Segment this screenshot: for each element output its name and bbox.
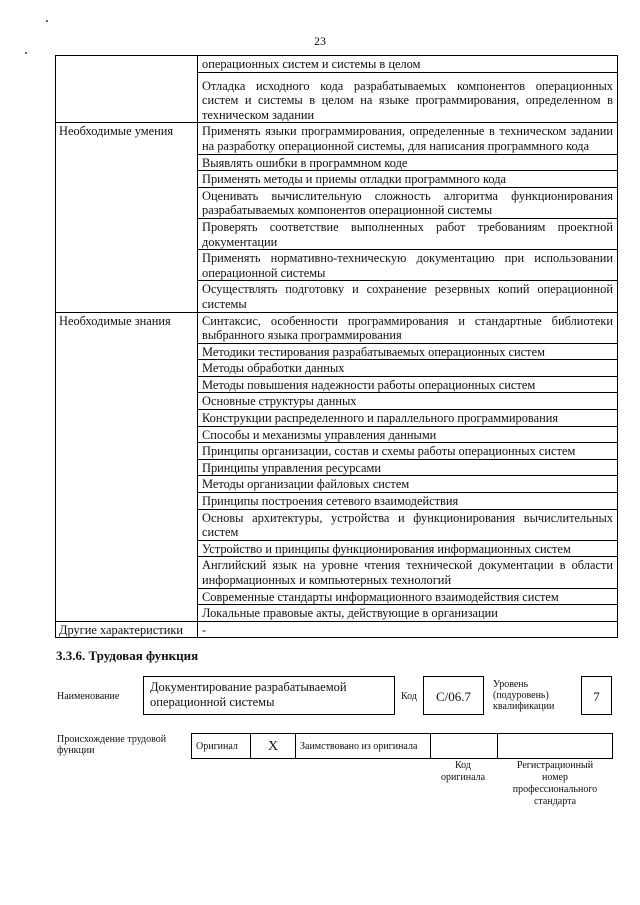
scan-speck xyxy=(25,52,27,54)
table-cell: Английский язык на уровне чтения технической документации в области информационных и компьютерных технологий xyxy=(198,557,618,588)
table-cell: Основы архитектуры, устройства и функционирования вычислительных систем xyxy=(198,509,618,540)
table-cell: Конструкции распределенного и параллельного программирования xyxy=(198,410,618,427)
table-cell: операционных систем и системы в целом xyxy=(198,56,618,73)
function-name-box: Документирование разрабатываемой операционной системы xyxy=(143,676,395,715)
section-title: 3.3.6. Трудовая функция xyxy=(56,648,199,663)
table-cell: - xyxy=(198,621,618,638)
registration-number-cell xyxy=(498,734,613,759)
origin-table xyxy=(191,733,613,759)
name-label: Наименование xyxy=(57,691,120,702)
table-cell: Синтаксис, особенности программирования и стандартные библиотеки выбранного языка программирования xyxy=(198,312,618,343)
table-cell: Оценивать вычислительную сложность алгоритма функционирования разрабатываемых компонентов операционной системы xyxy=(198,187,618,218)
table-row xyxy=(56,56,618,73)
original-code-cell xyxy=(431,734,498,759)
table-row xyxy=(56,123,618,154)
function-code-box: C/06.7 xyxy=(423,676,484,715)
original-cell: Оригинал xyxy=(192,734,251,759)
competency-table xyxy=(55,55,618,638)
table-cell: Устройство и принципы функционирования информационных систем xyxy=(198,540,618,557)
row-category-label: Другие характеристики xyxy=(56,621,198,638)
table-cell: Проверять соответствие выполненных работ требованиям проектной документации xyxy=(198,218,618,249)
table-row xyxy=(56,312,618,343)
row-category-label: Необходимые умения xyxy=(56,123,198,312)
table-cell: Применять нормативно-техническую документацию при использовании операционной системы xyxy=(198,250,618,281)
table-cell: Методики тестирования разрабатываемых операционных систем xyxy=(198,343,618,360)
table-cell: Выявлять ошибки в программном коде xyxy=(198,154,618,171)
table-cell: Принципы построения сетевого взаимодействия xyxy=(198,493,618,510)
table-cell: Осуществлять подготовку и сохранение резервных копий операционной системы xyxy=(198,281,618,312)
table-cell: Применять методы и приемы отладки программного кода xyxy=(198,171,618,188)
table-cell: Применять языки программирования, определенные в техническом задании на разработку операционной системы, для написания программного кода xyxy=(198,123,618,154)
code-caption: Код оригинала xyxy=(440,760,486,783)
code-label: Код xyxy=(401,691,417,702)
registration-caption: Регистрационный номер профессионального стандарта xyxy=(512,760,598,807)
borrowed-cell: Заимствовано из оригинала xyxy=(296,734,431,759)
table-cell: Методы повышения надежности работы операционных систем xyxy=(198,376,618,393)
table-cell: Локальные правовые акты, действующие в организации xyxy=(198,605,618,622)
row-category-label xyxy=(56,56,198,123)
level-label: Уровень (подуровень) квалификации xyxy=(493,679,555,712)
page-number: 23 xyxy=(314,34,326,48)
level-box: 7 xyxy=(581,676,612,715)
table-cell: Методы организации файловых систем xyxy=(198,476,618,493)
scan-speck xyxy=(46,20,48,22)
table-cell: Отладка исходного кода разрабатываемых компонентов операционных систем и системы в целом на языке программирования, определенном в техническом задании xyxy=(198,72,618,123)
origin-label: Происхождение трудовой функции xyxy=(57,734,167,756)
row-category-label: Необходимые знания xyxy=(56,312,198,621)
table-cell: Основные структуры данных xyxy=(198,393,618,410)
table-cell: Принципы организации, состав и схемы работы операционных систем xyxy=(198,443,618,460)
table-cell: Принципы управления ресурсами xyxy=(198,459,618,476)
table-cell: Методы обработки данных xyxy=(198,360,618,377)
original-mark: X xyxy=(251,734,296,759)
table-cell: Современные стандарты информационного взаимодействия систем xyxy=(198,588,618,605)
table-row xyxy=(56,621,618,638)
table-cell: Способы и механизмы управления данными xyxy=(198,426,618,443)
